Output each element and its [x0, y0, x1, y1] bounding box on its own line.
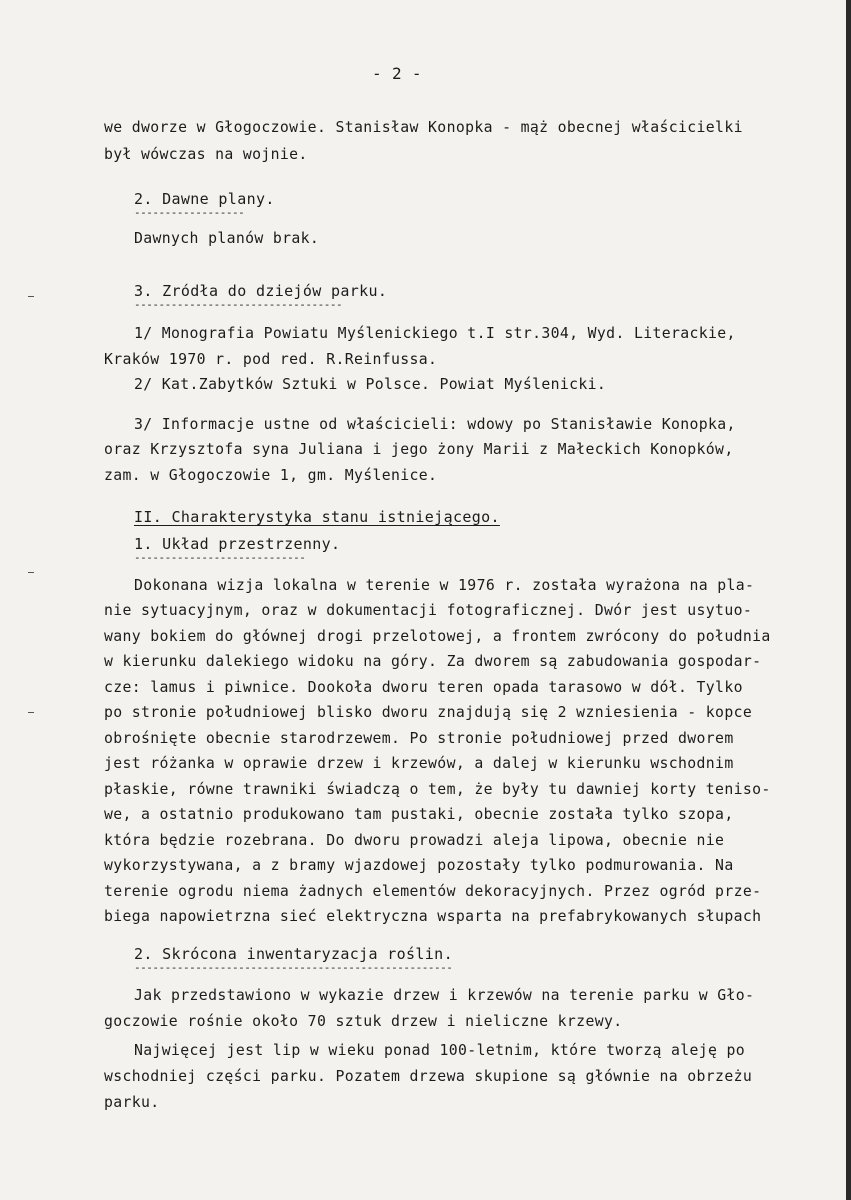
text-line: Najwięcej jest lip w wieku ponad 100-letnim, które tworzą aleję po: [134, 1042, 746, 1059]
text-line: obrośnięte obecnie starodrzewem. Po stronie południowej przed dworem: [104, 730, 734, 747]
text-line: 2/ Kat.Zabytków Sztuki w Polsce. Powiat Myślenicki.: [134, 376, 607, 393]
text-line: terenie ogrodu niema żadnych elementów dekoracyjnych. Przez ogród prze-: [104, 883, 762, 900]
text-line: we, a ostatnio produkowano tam pustaki, obecnie została tylko szopa,: [104, 806, 734, 823]
text-line: płaskie, równe trawniki świadczą o tem, że były tu dawniej korty teniso-: [104, 781, 771, 798]
text-line: parku.: [104, 1094, 160, 1111]
text-line: oraz Krzysztofa syna Juliana i jego żony Marii z Małeckich Konopków,: [104, 441, 734, 458]
section-heading-dawne-plany: 2. Dawne plany.: [134, 190, 275, 208]
text-line: 3/ Informacje ustne od właścicieli: wdowy po Stanisławie Konopka,: [134, 416, 736, 433]
section-heading-uklad: 1. Układ przestrzenny.: [134, 535, 341, 553]
margin-mark: [28, 296, 34, 297]
text-line: cze: lamus i piwnice. Dookoła dworu teren opada tarasowo w dół. Tylko: [104, 679, 743, 696]
text-line: Dokonana wizja lokalna w terenie w 1976 r. została wyrażona na pla-: [134, 577, 755, 594]
text-line: Kraków 1970 r. pod red. R.Reinfussa.: [104, 351, 438, 368]
text-line: wykorzystywana, a z bramy wjazdowej pozostały tylko podmurowania. Na: [104, 857, 734, 874]
heading-rule: ------------------: [134, 206, 245, 219]
text-line: wany bokiem do głównej drogi przelotowej, a frontem zwrócony do południa: [104, 628, 771, 645]
text-line: 1/ Monografia Powiatu Myślenickiego t.I str.304, Wyd. Literackie,: [134, 325, 736, 342]
section-heading-inwentaryzacja: 2. Skrócona inwentaryzacja roślin.: [134, 945, 453, 963]
text-line: zam. w Głogoczowie 1, gm. Myślenice.: [104, 467, 438, 484]
text-line: we dworze w Głogoczowie. Stanisław Konopka - mąż obecnej właścicielki: [104, 119, 743, 136]
text-line: biega napowietrzna sieć elektryczna wsparta na prefabrykowanych słupach: [104, 908, 762, 925]
text-line: wschodniej części parku. Pozatem drzewa skupione są głównie na obrzeżu: [104, 1068, 753, 1085]
margin-mark: [28, 712, 34, 713]
scan-edge: [846, 0, 851, 1200]
heading-rule: ----------------------------: [134, 551, 306, 564]
text-line: w kierunku dalekiego widoku na góry. Za dworem są zabudowania gospodar-: [104, 653, 762, 670]
text-line: goczowie rośnie około 70 sztuk drzew i nieliczne krzewy.: [104, 1013, 623, 1030]
chapter-heading-charakterystyka: II. Charakterystyka stanu istniejącego.: [134, 508, 500, 526]
margin-mark: [28, 572, 34, 573]
text-line: był wówczas na wojnie.: [104, 146, 308, 163]
heading-rule: ----------------------------------: [134, 298, 343, 311]
heading-rule: ----------------------------------------------------: [134, 961, 453, 974]
text-line: po stronie południowej blisko dworu znajdują się 2 wzniesienia - kopce: [104, 704, 753, 721]
text-line: nie sytuacyjnym, oraz w dokumentacji fotograficznej. Dwór jest usytuo-: [104, 602, 753, 619]
text-line: jest różanka w oprawie drzew i krzewów, a dalej w kierunku wschodnim: [104, 755, 734, 772]
text-line: Dawnych planów brak.: [134, 230, 320, 247]
section-heading-zrodla: 3. Zródła do dziejów parku.: [134, 282, 388, 300]
text-line: Jak przedstawiono w wykazie drzew i krzewów na terenie parku w Gło-: [134, 987, 755, 1004]
page-number: - 2 -: [372, 64, 422, 83]
text-line: która będzie rozebrana. Do dworu prowadzi aleja lipowa, obecnie nie: [104, 832, 725, 849]
